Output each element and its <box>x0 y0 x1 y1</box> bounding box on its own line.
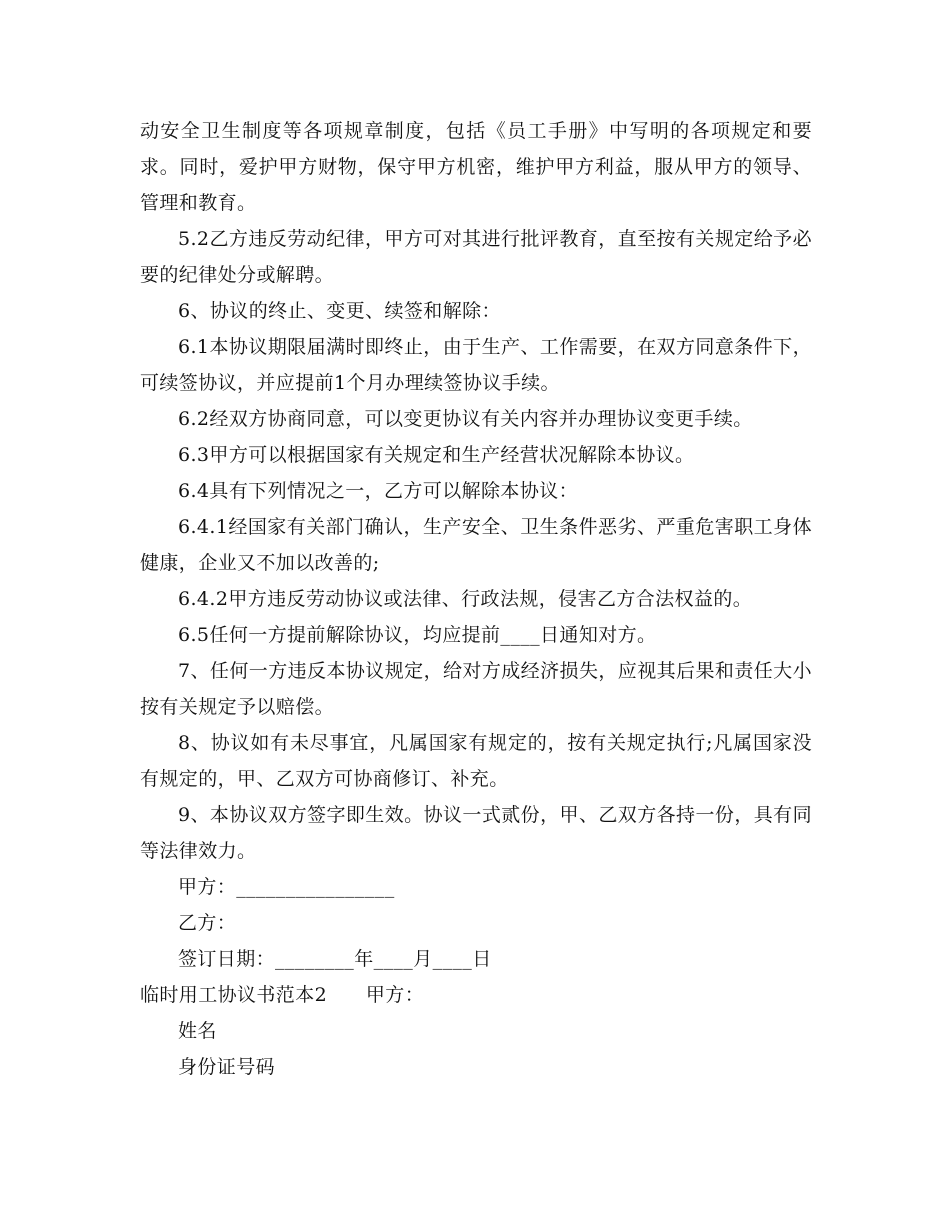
paragraph-6-heading: 6、协议的终止、变更、续签和解除： <box>178 300 501 322</box>
name-label: 姓名 <box>178 1020 217 1042</box>
paragraph-6-4-2-violation: 6.4.2甲方违反劳动协议或法律、行政法规，侵害乙方合法权益的。 <box>178 588 753 610</box>
paragraph-rules-compliance: 动安全卫生制度等各项规章制度，包括《员工手册》中写明的各项规定和要求。同时，爱护甲方财物，保守甲方机密，维护甲方利益，服从甲方的领导、管理和教育。 <box>140 120 812 214</box>
signature-party-a: 甲方：________________ <box>178 876 395 898</box>
id-number-label: 身份证号码 <box>178 1056 276 1078</box>
signature-date: 签订日期：________年____月____日 <box>178 948 492 970</box>
paragraph-6-3-termination: 6.3甲方可以根据国家有关规定和生产经营状况解除本协议。 <box>178 444 695 466</box>
paragraph-5-2-discipline: 5.2乙方违反劳动纪律，甲方可对其进行批评教育，直至按有关规定给予必要的纪律处分或解聘。 <box>140 228 812 286</box>
paragraph-6-5-notice: 6.5任何一方提前解除协议，均应提前____日通知对方。 <box>178 624 657 646</box>
paragraph-6-4-conditions: 6.4具有下列情况之一，乙方可以解除本协议： <box>178 480 579 502</box>
paragraph-6-1-renewal: 6.1本协议期限届满时即终止，由于生产、工作需要，在双方同意条件下，可续签协议，并应提前1个月办理续签协议手续。 <box>140 336 812 394</box>
next-section-title: 临时用工协议书范本2 甲方： <box>140 984 425 1006</box>
document-body <box>140 113 812 1085</box>
paragraph-6-4-1-safety: 6.4.1经国家有关部门确认，生产安全、卫生条件恶劣、严重危害职工身体健康，企业又不加以改善的; <box>140 516 812 574</box>
paragraph-8-supplement: 8、协议如有未尽事宜，凡属国家有规定的，按有关规定执行;凡属国家没有规定的，甲、乙双方可协商修订、补充。 <box>140 732 812 790</box>
paragraph-9-effect: 9、本协议双方签字即生效。协议一式贰份，甲、乙双方各持一份，具有同等法律效力。 <box>140 804 812 862</box>
paragraph-6-2-change: 6.2经双方协商同意，可以变更协议有关内容并办理协议变更手续。 <box>178 408 753 430</box>
paragraph-7-compensation: 7、任何一方违反本协议规定，给对方成经济损失，应视其后果和责任大小按有关规定予以赔偿。 <box>140 660 812 718</box>
signature-party-b: 乙方： <box>178 912 237 934</box>
